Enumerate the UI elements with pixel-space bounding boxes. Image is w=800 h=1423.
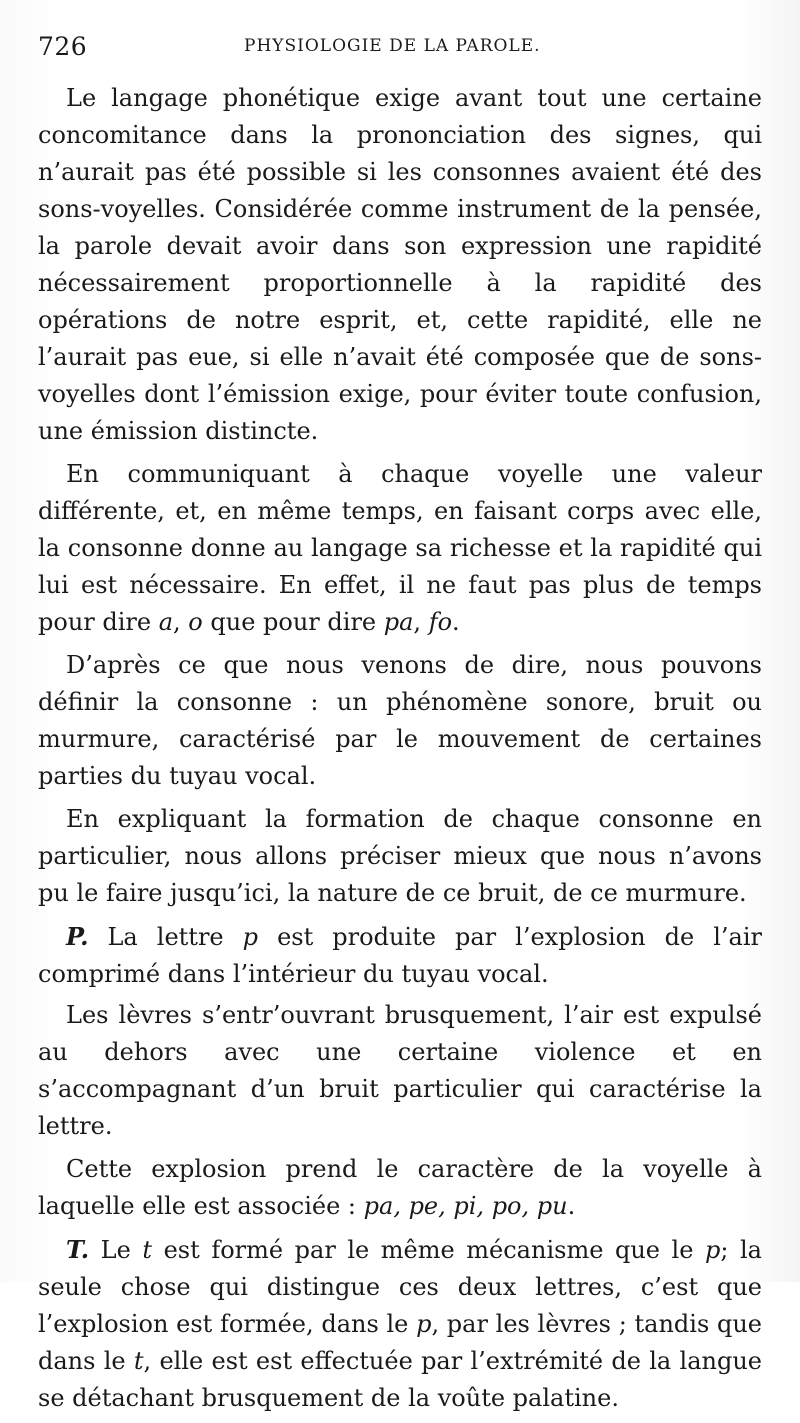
italic-letter: p (704, 1236, 721, 1264)
paragraph-text: Cette explosion prend le caractère de la voyelle à laquelle elle est associée : (38, 1155, 762, 1220)
italic-example: o (188, 608, 203, 636)
italic-letter: p (416, 1310, 432, 1338)
paragraph-text: est formé par le même mécanisme que le (152, 1236, 705, 1264)
running-head: PHYSIOLOGIE DE LA PAROLE. (244, 36, 541, 56)
page-number: 726 (38, 32, 88, 61)
paragraph-consonant-definition (38, 647, 762, 795)
paragraph-formation (38, 801, 762, 912)
italic-letter: t (133, 1347, 144, 1375)
paragraph-text: En communiquant à chaque voyelle une valeur différente, et, en même temps, en faisant corps avec elle, la consonne donne au langage sa richesse et la rapidité qui lui est nécessaire. En effet, il ne faut pas plus de temps pour dire (38, 460, 762, 636)
paragraph-text: Le langage phonétique exige avant tout une certaine concomitance dans la prononciation des signes, qui n’aurait pas été possible si les consonnes avaient été des sons-voyelles. Considérée comme instrument de la pensée, la parole devait avoir dans son expression une rapidité nécessairement proportionnelle à la rapidité des opérations de notre esprit, et, cette rapidité, elle ne l’aurait pas eue, si elle n’avait été composée que de sons-voyelles dont l’émission exige, pour éviter toute confusion, une émission distincte. (38, 84, 762, 445)
paragraph-text: Les lèvres s’entr’ouvrant brusquement, l’air est expulsé au dehors avec une certaine violence et en s’accompagnant d’un bruit particulier qui caractérise la lettre. (38, 1001, 762, 1140)
italic-examples: pa, pe, pi, po, pu (363, 1192, 568, 1220)
italic-letter: t (142, 1236, 153, 1264)
paragraph-text: D’après ce que nous venons de dire, nous pouvons définir la consonne : un phénomène sonore, bruit ou murmure, caractérisé par le mouvement de certaines parties du tuyau vocal. (38, 651, 762, 790)
paragraph-consonant-value (38, 456, 762, 641)
body-text (38, 80, 762, 1423)
page-header (38, 32, 762, 64)
section-lead-t: T. (66, 1235, 90, 1264)
paragraph-letter-p (38, 918, 762, 993)
punctuation: . (567, 1192, 576, 1220)
paragraph-text: ; la seule chose qui distingue ces deux lettres, c’est que l’explosion est formée, dans le (38, 1236, 762, 1338)
paragraph-text: Le (89, 1236, 143, 1264)
paragraph-text: La lettre (88, 923, 243, 951)
paragraph-text: En expliquant la formation de chaque consonne en particulier, nous allons préciser mieux que nous n’avons pu le faire jusqu’ici, la nature de ce bruit, de ce murmure. (38, 805, 762, 907)
paragraph-text: est produite par l’explosion de l’air comprimé dans l’intérieur du tuyau vocal. (38, 923, 763, 988)
paragraph-text: , par les lèvres ; tandis que dans le (38, 1310, 762, 1375)
italic-example: fo (428, 608, 453, 636)
punctuation: . (452, 608, 460, 636)
paragraph-lips (38, 997, 762, 1145)
italic-example: a (158, 608, 174, 636)
paragraph-letter-t (38, 1231, 762, 1417)
italic-example: pa (383, 608, 414, 636)
paragraph-text: que pour dire (202, 608, 384, 636)
paragraph-explosion (38, 1151, 762, 1225)
section-lead-p: P. (66, 922, 89, 951)
separator: , (413, 608, 429, 636)
paragraph-phonetic-language (38, 80, 762, 450)
separator: , (173, 608, 189, 636)
paragraph-text: , elle est est effectuée par l’extrémité de la langue se détachant brusquement de la voûte palatine. (38, 1347, 762, 1412)
italic-letter: p (242, 923, 259, 951)
